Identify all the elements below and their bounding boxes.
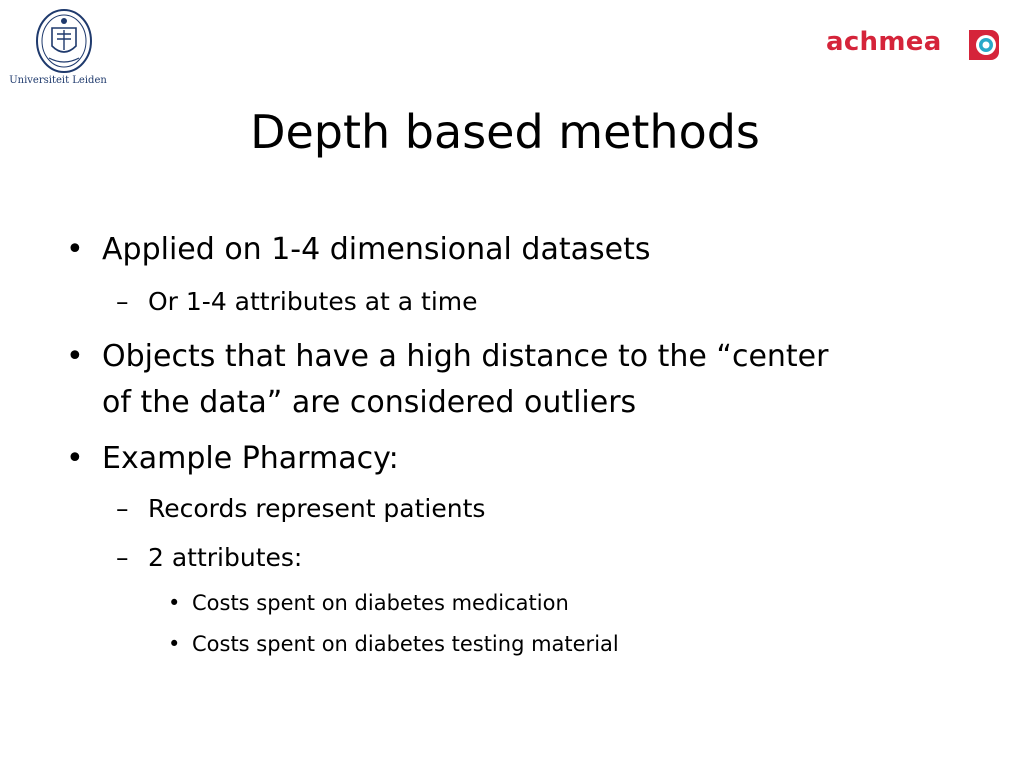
- bullet-text-line1: Objects that have a high distance to the “center: [102, 339, 829, 374]
- bullet-marker: •: [168, 632, 181, 656]
- sub-sub-bullet-text: Costs spent on diabetes medication: [192, 591, 569, 615]
- bullet-text-line2: of the data” are considered outliers: [102, 385, 637, 420]
- bullet-marker: •: [66, 339, 84, 374]
- bullet-objects-distance: [66, 334, 829, 426]
- sub-bullet-text: Records represent patients: [148, 494, 486, 523]
- sub-bullet-records-patients: [116, 491, 486, 527]
- slide-title: Depth based methods: [250, 105, 760, 159]
- sub-sub-bullet-text: Costs spent on diabetes testing material: [192, 632, 619, 656]
- dash-marker: –: [116, 287, 129, 316]
- bullet-marker: •: [168, 591, 181, 615]
- bullet-text: Applied on 1-4 dimensional datasets: [102, 232, 651, 267]
- bullet-marker: •: [66, 441, 84, 476]
- sub-bullet-text: Or 1-4 attributes at a time: [148, 287, 478, 316]
- dash-marker: –: [116, 543, 129, 572]
- sub-bullet-attributes-at-time: [116, 284, 478, 320]
- sub-sub-bullet-medication-costs: [168, 588, 569, 618]
- bullet-marker: •: [66, 232, 84, 267]
- sub-bullet-two-attributes: [116, 540, 303, 576]
- bullet-text: Example Pharmacy:: [102, 441, 399, 476]
- sub-bullet-text: 2 attributes:: [148, 543, 303, 572]
- partner-name: achmea: [826, 27, 942, 57]
- bullet-example-pharmacy: [66, 436, 399, 482]
- university-name: Universiteit Leiden: [9, 75, 107, 86]
- bullet-applied-datasets: [66, 227, 651, 273]
- sub-sub-bullet-testing-costs: [168, 629, 619, 659]
- dash-marker: –: [116, 494, 129, 523]
